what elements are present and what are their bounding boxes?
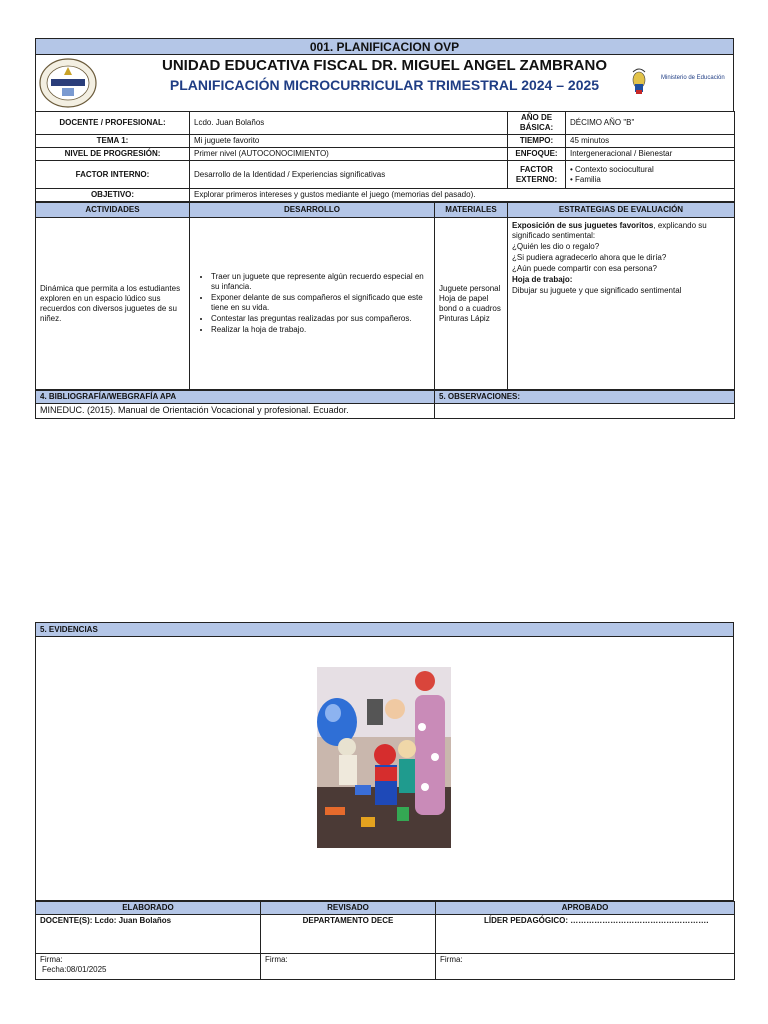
biblio-value: MINEDUC. (2015). Manual de Orientación Vocacional y profesional. Ecuador. <box>36 404 435 419</box>
fecha-value: Fecha:08/01/2025 <box>42 965 107 974</box>
aprobado-header: APROBADO <box>436 902 735 915</box>
doc-code-bar: 001. PLANIFICACION OVP <box>35 38 734 55</box>
list-item: • Contestar las preguntas realizadas por sus compañeros. <box>211 314 430 324</box>
toys-photo <box>317 667 451 848</box>
info-table <box>35 111 735 202</box>
exposicion-text: Exposición de sus juguetes favoritos, explicando su significado sentimental: <box>512 221 707 240</box>
col-actividades: ACTIVIDADES <box>36 203 190 218</box>
tiempo-value: 45 minutos <box>566 135 735 148</box>
tema-value: Mi juguete favorito <box>190 135 508 148</box>
ministry-text: Ministerio de Educación <box>661 75 725 81</box>
enfoque-value: Intergeneracional / Bienestar <box>566 148 735 161</box>
materiales-cell: Juguete personal Hoja de papel bond o a cuadros Pinturas Lápiz <box>435 218 508 390</box>
list-item: • Realizar la hoja de trabajo. <box>211 325 430 335</box>
ministry-logo <box>629 67 725 97</box>
col-desarrollo: DESARROLLO <box>190 203 435 218</box>
obs-label: 5. OBSERVACIONES: <box>435 391 735 404</box>
tema-label: TEMA 1: <box>36 135 190 148</box>
question-1: ¿Quién les dio o regalo? <box>512 242 600 251</box>
nivel-label: NIVEL DE PROGRESIÓN: <box>36 148 190 161</box>
list-item: • Traer un juguete que represente algún recuerdo especial en su infancia. <box>211 272 430 292</box>
desarrollo-list <box>194 272 430 335</box>
signatures-table <box>35 901 735 980</box>
tiempo-label: TIEMPO: <box>508 135 566 148</box>
col-estrategias: ESTRATEGIAS DE EVALUACIÓN <box>508 203 735 218</box>
factor-externo-label: FACTOR EXTERNO: <box>508 161 566 189</box>
actividades-cell: Dinámica que permita a los estudiantes exploren en un espacio lúdico sus recuerdos con diversos juguetes de su niñez. <box>36 218 190 390</box>
elaborado-header: ELABORADO <box>36 902 261 915</box>
list-item: • Exponer delante de sus compañeros el significado que este tiene en su vida. <box>211 293 430 313</box>
objetivo-label: OBJETIVO: <box>36 189 190 202</box>
planning-sheet <box>35 38 734 419</box>
factor-externo-value <box>566 161 735 189</box>
question-3: ¿Aún puede compartir con esa persona? <box>512 264 657 273</box>
hoja-label: Hoja de trabajo: <box>512 275 573 284</box>
activities-table <box>35 202 735 390</box>
obs-value <box>435 404 735 419</box>
evidencias-label: 5. EVIDENCIAS <box>36 623 734 637</box>
question-2: ¿Si pudiera agradecerlo ahora que le diría? <box>512 253 667 262</box>
firma-revisado: Firma: <box>261 954 436 980</box>
docente-label: DOCENTE / PROFESIONAL: <box>36 112 190 135</box>
desarrollo-cell <box>190 218 435 390</box>
plan-title: PLANIFICACIÓN MICROCURRICULAR TRIMESTRAL 2024 – 2025 <box>169 77 600 93</box>
factor-interno-label: FACTOR INTERNO: <box>36 161 190 189</box>
ecuador-shield-icon <box>629 67 649 97</box>
lider-signer: LÍDER PEDAGÓGICO: ……………………………………………. <box>436 915 735 954</box>
evidence-sheet <box>35 622 734 980</box>
firma-label: Firma: <box>40 955 63 964</box>
school-name: UNIDAD EDUCATIVA FISCAL DR. MIGUEL ANGEL ZAMBRANO <box>162 57 607 74</box>
objetivo-value: Explorar primeros intereses y gustos mediante el juego (memorias del pasado). <box>190 189 735 202</box>
biblio-table <box>35 390 735 419</box>
doc-header <box>35 55 734 111</box>
factor-interno-value: Desarrollo de la Identidad / Experiencias significativas <box>190 161 508 189</box>
docente-value: Lcdo. Juan Bolaños <box>190 112 508 135</box>
dece-signer: DEPARTAMENTO DECE <box>261 915 436 954</box>
factor-externo-item: • Contexto sociocultural <box>570 164 654 174</box>
estrategias-cell <box>508 218 735 390</box>
enfoque-label: ENFOQUE: <box>508 148 566 161</box>
factor-externo-item: • Familia <box>570 174 601 184</box>
col-materiales: MATERIALES <box>435 203 508 218</box>
biblio-label: 4. BIBLIOGRAFÍA/WEBGRAFÍA APA <box>36 391 435 404</box>
firma-aprobado: Firma: <box>436 954 735 980</box>
revisado-header: REVISADO <box>261 902 436 915</box>
firma-elaborado <box>36 954 261 980</box>
docente-signer: DOCENTE(S): Lcdo: Juan Bolaños <box>36 915 261 954</box>
anio-label: AÑO DE BÁSICA: <box>508 112 566 135</box>
anio-value: DÉCIMO AÑO "B" <box>566 112 735 135</box>
nivel-value: Primer nivel (AUTOCONOCIMIENTO) <box>190 148 508 161</box>
hoja-text: Dibujar su juguete y que significado sentimental <box>512 286 682 295</box>
